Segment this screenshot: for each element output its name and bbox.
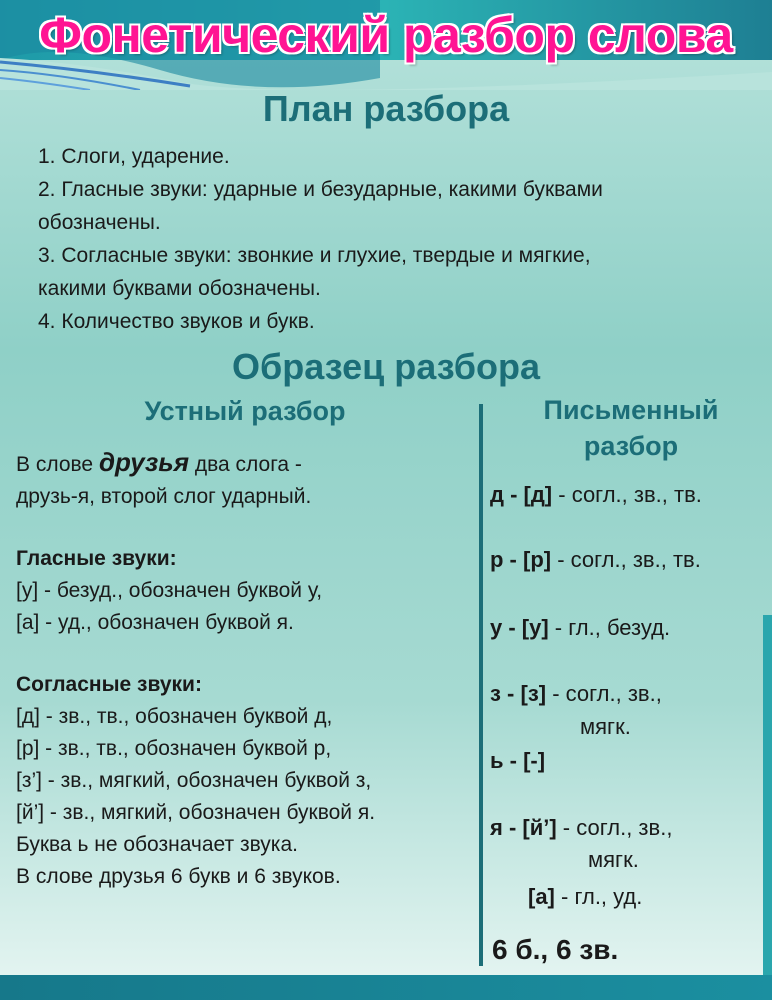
written-row-r [490, 545, 701, 575]
plan-item: обозначены. [38, 211, 161, 234]
oral-intro-line2: друзь-я, второй слог ударный. [16, 485, 312, 508]
row-letter: ь - [-] [490, 748, 546, 773]
row-desc: - согл., зв., тв. [551, 547, 701, 572]
right-decoration [763, 615, 772, 1000]
written-row-d [490, 480, 702, 510]
analyzed-word: друзья [98, 447, 190, 477]
row-desc: - согл., зв., [556, 815, 673, 840]
row-letter: р - [р] [490, 547, 552, 572]
written-row-z-cont: мягк. [580, 714, 631, 739]
written-row-u [490, 613, 670, 643]
row-letter: у - [у] [490, 615, 549, 640]
written-row-ya-cont: мягк. [588, 847, 639, 872]
plan-item: 2. Гласные звуки: ударные и безударные, какими буквами [38, 178, 603, 201]
bottom-decoration [0, 975, 772, 1000]
row-letter: д - [д] [490, 482, 553, 507]
written-heading [490, 392, 772, 464]
consonant-line: [й’] - зв., мягкий, обозначен буквой я. [16, 801, 376, 824]
vowel-line: [а] - уд., обозначен буквой я. [16, 611, 294, 634]
written-row-z [490, 679, 662, 709]
oral-analysis [16, 446, 476, 893]
plan-item: 3. Согласные звуки: звонкие и глухие, твердые и мягкие, [38, 244, 591, 267]
written-row-ya [490, 813, 672, 843]
row-letter: з - [з] [490, 681, 547, 706]
written-heading-line2: разбор [583, 431, 679, 461]
plan-item: 4. Количество звуков и букв. [38, 310, 315, 333]
oral-summary: В слове друзья 6 букв и 6 звуков. [16, 865, 341, 888]
row-desc: - согл., зв., [546, 681, 662, 706]
vowel-line: [у] - безуд., обозначен буквой у, [16, 579, 323, 602]
vowels-heading: Гласные звуки: [16, 547, 177, 570]
row-desc: - согл., зв., тв. [552, 482, 702, 507]
consonant-line: [з’] - зв., мягкий, обозначен буквой з, [16, 769, 372, 792]
consonants-heading: Согласные звуки: [16, 673, 202, 696]
plan-item: 1. Слоги, ударение. [38, 145, 230, 168]
written-row-soft-sign [490, 746, 545, 776]
oral-heading: Устный разбор [144, 396, 346, 426]
intro-suffix: два слога - [189, 453, 302, 476]
row-desc: - гл., уд. [554, 884, 643, 909]
written-heading-line1: Письменный [543, 395, 719, 425]
row-desc: - гл., безуд. [548, 615, 671, 640]
plan-item: какими буквами обозначены. [38, 277, 321, 300]
oral-intro [16, 446, 476, 481]
row-letter: я - [й’] [490, 815, 557, 840]
plan-list [38, 140, 758, 338]
row-letter: [а] [528, 884, 555, 909]
page-title: Фонетический разбор слова [39, 7, 733, 63]
written-row-a [528, 882, 642, 912]
consonant-line: [р] - зв., тв., обозначен буквой р, [16, 737, 332, 760]
plan-heading: План разбора [262, 88, 510, 129]
intro-prefix: В слове [16, 453, 99, 476]
column-divider [479, 404, 483, 966]
written-total: 6 б., 6 зв. [492, 934, 619, 965]
sample-heading: Образец разбора [232, 346, 540, 387]
consonant-line: [д] - зв., тв., обозначен буквой д, [16, 705, 333, 728]
soft-sign-note: Буква ь не обозначает звука. [16, 833, 298, 856]
